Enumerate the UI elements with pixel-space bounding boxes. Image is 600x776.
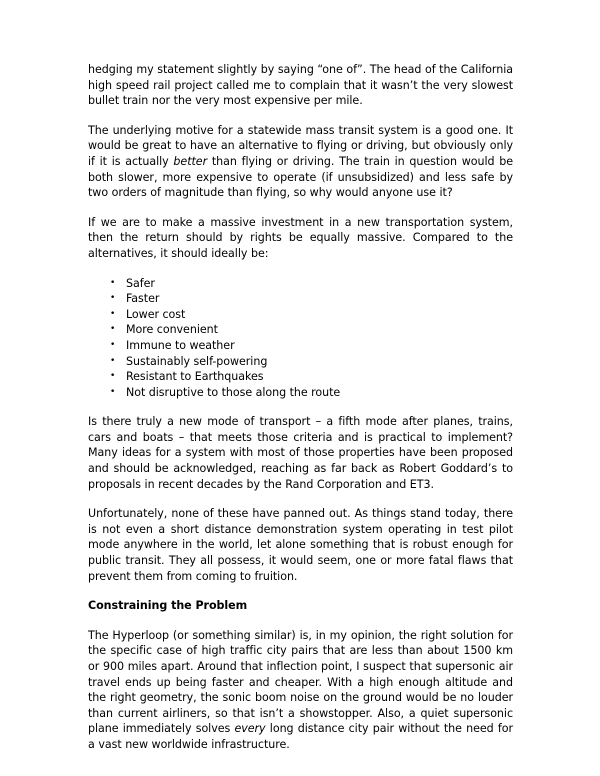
list-item	[88, 354, 513, 370]
list-item-label: More convenient	[126, 323, 218, 337]
section-heading-constraining-the-problem: Constraining the Problem	[88, 599, 248, 613]
list-item-label: Not disruptive to those along the route	[126, 385, 341, 399]
bullet-dot-icon: •	[110, 324, 116, 335]
list-item-label: Lower cost	[126, 307, 186, 321]
emphasized-text: every	[234, 722, 266, 736]
paragraph-hedging-statement	[88, 62, 513, 109]
text-run: The Hyperloop (or something similar) is, in my opinion, the right solution for the specific case of high traffic city pairs that are less than about 1500 km or 900 miles apart. Around that inflection point, I suspect that supersonic air travel ends up being faster and cheaper. With a high enough altitude and the right geometry, the sonic boom noise on the ground would be no louder than current airliners, so that isn’t a showstopper. Also, a quiet supersonic plane immediately solves	[88, 628, 513, 736]
bullet-dot-icon: •	[110, 308, 116, 319]
bullet-dot-icon: •	[110, 371, 116, 382]
list-item	[88, 322, 513, 338]
text-run: If we are to make a massive investment in a new transportation system, then the return should by rights be equally massive. Compared to the alternatives, it should ideally be:	[88, 215, 513, 260]
list-item-label: Safer	[126, 276, 155, 290]
list-item	[88, 276, 513, 292]
list-item-label: Sustainably self-powering	[126, 354, 268, 368]
bullet-dot-icon: •	[110, 277, 116, 288]
list-item	[88, 385, 513, 401]
list-item	[88, 307, 513, 323]
list-item	[88, 369, 513, 385]
paragraph-massive-investment	[88, 215, 513, 262]
text-run: than flying or driving. The train in question would be both slower, more expensive to operate (if unsubsidized) and less safe by two orders of magnitude than flying, so why would anyone use it?	[88, 154, 513, 200]
paragraph-unfortunately-panned-out	[88, 506, 513, 584]
emphasized-text: better	[173, 154, 208, 168]
paragraph-hyperloop-right-solution	[88, 628, 513, 753]
document-body	[88, 62, 513, 753]
paragraph-underlying-motive	[88, 123, 513, 201]
bullet-dot-icon: •	[110, 386, 116, 397]
paragraph-new-mode-of-transport	[88, 414, 513, 492]
list-item	[88, 338, 513, 354]
text-run: hedging my statement slightly by saying “one of”. The head of the California high speed rail project called me to complain that it wasn’t the very slowest bullet train nor the very most expensive per mile.	[88, 63, 513, 108]
text-run: Unfortunately, none of these have panned out. As things stand today, there is not even a short distance demonstration system operating in test pilot mode anywhere in the world, let alone something that is robust enough for public transit. They all possess, it would seem, one or more fatal flaws that prevent them from coming to fruition.	[88, 507, 513, 583]
bullet-dot-icon: •	[110, 293, 116, 304]
list-item-label: Immune to weather	[126, 338, 235, 352]
text-run: The underlying motive for a statewide mass transit system is a good one. It would be great to have an alternative to flying or driving, but obviously only if it is actually	[88, 123, 513, 168]
list-item-label: Resistant to Earthquakes	[126, 370, 264, 384]
text-run: long distance city pair without the need for a vast new worldwide infrastructure.	[88, 722, 513, 751]
text-run: Is there truly a new mode of transport – a fifth mode after planes, trains, cars and boats – that meets those criteria and is practical to implement? Many ideas for a system with most of those properties have been proposed and should be acknowledged, reaching as far back as Robert Goddard’s to proposals in recent decades by the Rand Corporation and ET3.	[88, 415, 513, 491]
list-item	[88, 291, 513, 307]
list-item-label: Faster	[126, 292, 160, 306]
criteria-bullet-list	[88, 276, 513, 401]
bullet-dot-icon: •	[110, 339, 116, 350]
bullet-dot-icon: •	[110, 355, 116, 366]
